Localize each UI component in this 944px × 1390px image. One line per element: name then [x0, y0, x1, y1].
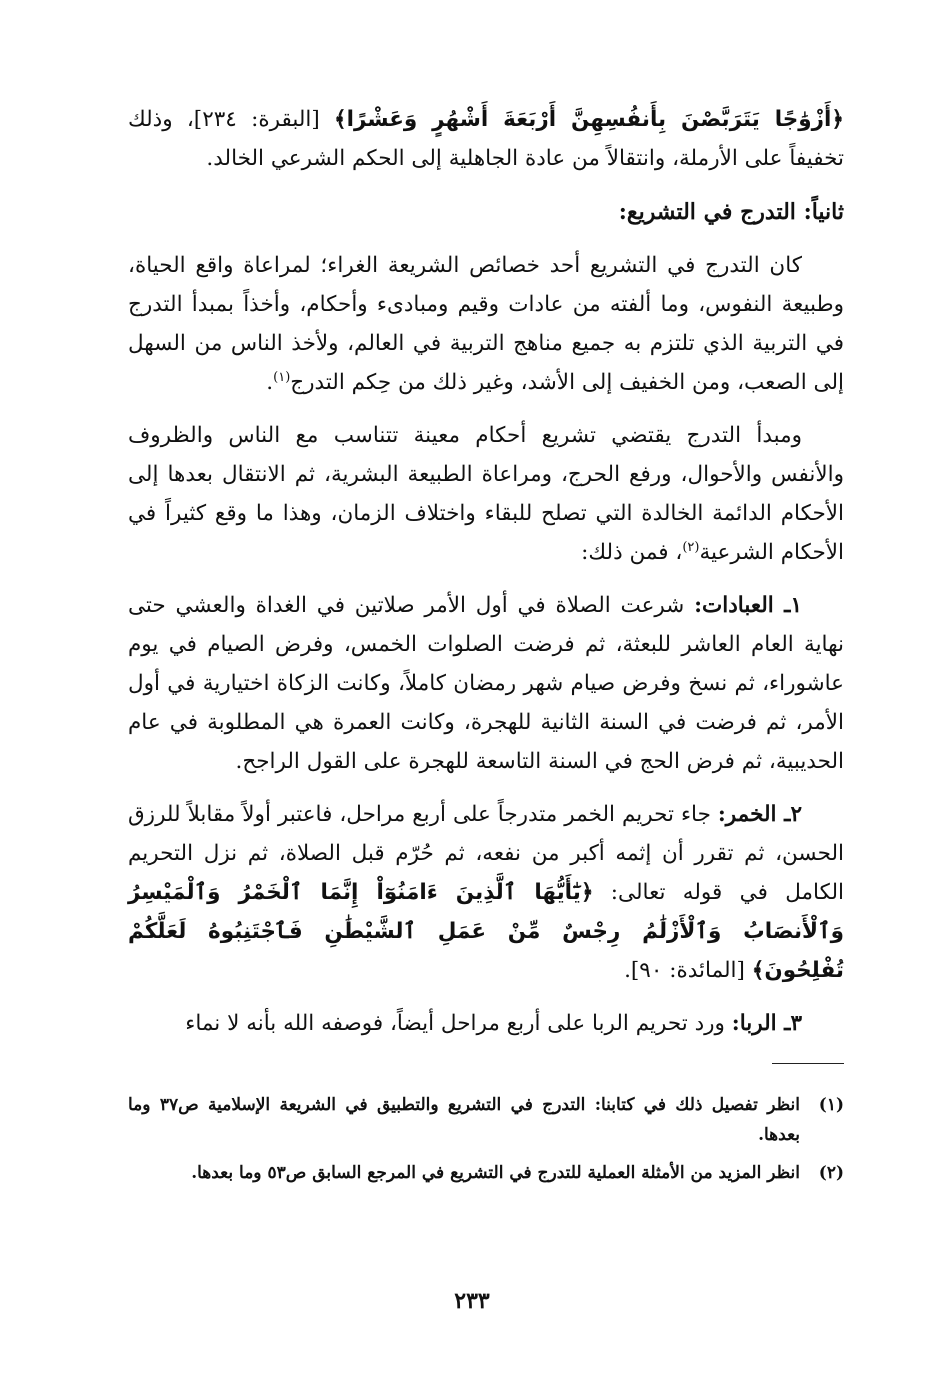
footnote-2-number: (٢) [818, 1163, 844, 1183]
footnote-2 [128, 1158, 844, 1188]
paragraph-gradualism [128, 246, 844, 402]
paragraph-principle-text: ومبدأ التدرج يقتضي تشريع أحكام معينة تتناسب مع الناس والظروف والأنفس والأحوال، ورفع الحرج، ومراعاة الطبيعة البشرية، ثم الانتقال بعدها إلى الأحكام الدائمة الخالدة التي تصلح للبقاء واختلاف الزمان، وهذا ما وقع كثيراً في الأحكام الشرعية [128, 423, 844, 565]
footnote-separator [772, 1063, 844, 1064]
section-heading: ثانياً: التدرج في التشريع: [618, 199, 844, 225]
footnote-ref-1: (١) [273, 369, 291, 385]
item-usury-label: ٣ـ الربا: [731, 1011, 802, 1036]
footnote-2-text: انظر المزيد من الأمثلة العملية للتدرج في التشريع في المرجع السابق ص٥٣ وما بعدها. [191, 1163, 800, 1183]
item-wine [128, 795, 844, 990]
footnote-1-text: انظر تفصيل ذلك في كتابنا: التدرج في التشريع والتطبيق في الشريعة الإسلامية ص٣٧ وما بعدها. [128, 1095, 801, 1145]
paragraph-principle-end: ، فمن ذلك: [581, 540, 683, 565]
paragraph-gradualism-end: . [266, 370, 274, 395]
paragraph-principle [128, 416, 844, 572]
intro-paragraph [128, 100, 844, 178]
page-number: ٢٣٣ [454, 1288, 490, 1314]
item-worship-text: شرعت الصلاة في أول الأمر صلاتين في الغداة والعشي حتى نهاية العام العاشر للبعثة، ثم فرضت الصلوات الخمس، وفرض الصيام في يوم عاشوراء، ثم نسخ وفرض صيام شهر رمضان كاملاً، وكانت الزكاة اختيارية في أول الأمر، ثم فرضت في السنة الثانية للهجرة، وكانت العمرة هي المطلوبة في عام الحديبية، ثم فرض الحج في السنة التاسعة للهجرة على القول الراجح. [128, 593, 845, 774]
footnote-1-number: (١) [818, 1095, 844, 1115]
quran-reference-maidah: [المائدة: ٩٠]. [624, 958, 752, 983]
paragraph-gradualism-text: كان التدرج في التشريع أحد خصائص الشريعة الغراء؛ لمراعاة واقع الحياة، وطبيعة النفوس، وما ألفته من عادات وقيم ومبادىء وأحكام، وأخذاً بمبدأ التدرج في التربية الذي تلتزم به جميع مناهج التربية في العالم، ولأخذ الناس من السهل إلى الصعب، ومن الخفيف إلى الأشد، وغير ذلك من حِكم التدرج [128, 253, 844, 395]
footnote-ref-2: (٢) [682, 539, 700, 555]
footnote-1 [128, 1090, 844, 1150]
item-wine-label: ٢ـ الخمر: [717, 802, 802, 827]
quran-verse-baqarah: ﴿أَزْوَٰجًا يَتَرَبَّصْنَ بِأَنفُسِهِنَّ أَرْبَعَةَ أَشْهُرٍ وَعَشْرًا﴾ [333, 107, 844, 132]
item-usury-text: ورد تحريم الربا على أربع مراحل أيضاً، فوصفه الله بأنه لا نماء [185, 1011, 732, 1036]
item-worship [128, 586, 844, 781]
quran-verse-maidah: ﴿يَٰٓأَيُّهَا ٱلَّذِينَ ءَامَنُوٓاْ إِنَّمَا ٱلْخَمْرُ وَٱلْمَيْسِرُ وَٱلْأَنصَابُ وَٱلْأَزْلَٰمُ رِجْسٌ مِّنْ عَمَلِ ٱلشَّيْطَٰنِ فَٱجْتَنِبُوهُ لَعَلَّكُمْ تُفْلِحُونَ﴾ [128, 880, 844, 983]
footnote-separator-wrap [128, 1057, 844, 1090]
item-wine-text: جاء تحريم الخمر متدرجاً على أربع مراحل، فاعتبر أولاً مقابلاً للرزق الحسن، ثم تقرر أن إثمه أكبر من نفعه، ثم حُرّم قبل الصلاة، ثم نزل التحريم الكامل في قوله تعالى: [128, 802, 844, 905]
item-worship-label: ١ـ العبادات: [694, 593, 802, 618]
page-body [128, 100, 844, 1196]
item-usury [128, 1004, 844, 1043]
intro-text: [البقرة: ٢٣٤]، وذلك تخفيفاً على الأرملة، وانتقالاً من عادة الجاهلية إلى الحكم الشرعي الخالد. [128, 107, 844, 171]
